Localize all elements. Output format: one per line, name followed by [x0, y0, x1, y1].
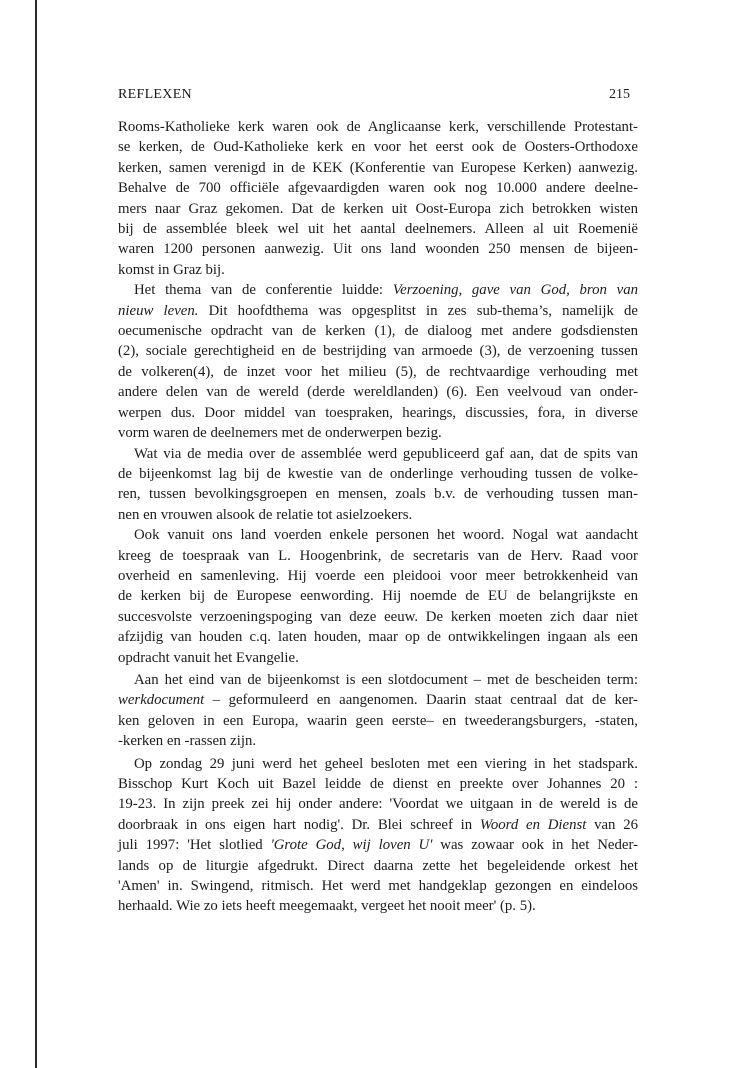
- text-segment: waren 1200 personen aanwezig. Uit ons land woonden 250 mensen de bijeen-: [118, 241, 638, 258]
- text-segment: Bisschop Kurt Koch uit Bazel leidde de dienst en preekte over Johannes 20 :: [118, 776, 638, 792]
- paragraph: [118, 444, 638, 526]
- text-line: [118, 627, 638, 647]
- italic-phrase: Woord en Dienst: [479, 816, 587, 833]
- text-line: [118, 815, 638, 835]
- text-segment: kreeg de toespraak van L. Hoogenbrink, de secretaris van de Herv. Raad voor: [118, 547, 638, 564]
- italic-phrase: nieuw leven.: [118, 302, 199, 319]
- text-line: [118, 199, 638, 219]
- text-line: [118, 835, 638, 855]
- page-binding-edge: [35, 0, 37, 1068]
- text-line: [118, 444, 638, 464]
- text-segment: oecumenische opdracht van de kerken (1), de dialoog met andere godsdiensten: [118, 323, 638, 340]
- italic-phrase: werkdocument: [118, 692, 205, 709]
- text-segment: kerken, samen verenigd in de KEK (Konferentie van Europese Kerken) aanwezig.: [118, 159, 638, 176]
- text-line: [118, 731, 638, 751]
- text-segment: bij de assemblée bleek wel uit het aantal deelnemers. Alleen al uit Roemenië: [118, 221, 638, 238]
- paragraph: [118, 280, 638, 443]
- text-line: [118, 362, 638, 382]
- text-segment: – geformuleerd en aangenomen. Daarin staat centraal dat de ker-: [204, 692, 638, 709]
- text-segment: Het thema van de conferentie luidde:: [134, 282, 393, 299]
- section-title: REFLEXEN: [118, 87, 192, 102]
- text-line: [118, 505, 638, 525]
- text-segment: overheid en samenleving. Hij voerde een pleidooi voor meer betrokkenheid van: [118, 567, 638, 584]
- text-line: [118, 239, 638, 259]
- text-segment: andere delen van de wereld (derde wereldlanden) (6). Een veelvoud van onder-: [118, 384, 638, 401]
- text-line: [118, 794, 638, 814]
- italic-phrase: 'Grote God, wij loven U': [270, 837, 433, 854]
- text-segment: opdracht vanuit het Evangelie.: [118, 649, 299, 666]
- text-segment: succesvolste verzoeningspoging van deze eeuw. De kerken moeten zich daar niet: [118, 608, 638, 625]
- text-segment: Rooms-Katholieke kerk waren ook de Anglicaanse kerk, verschillende Protestant-: [118, 119, 638, 135]
- text-segment: Op zondag 29 juni werd het geheel besloten met een viering in het stadspark.: [134, 755, 638, 772]
- text-line: [118, 219, 638, 239]
- text-segment: nen en vrouwen alsook de relatie tot asielzoekers.: [118, 506, 413, 523]
- text-line: [118, 464, 638, 484]
- text-segment: herhaald. Wie zo iets heeft meegemaakt, vergeet het nooit meer' (p. 5).: [118, 898, 536, 915]
- text-line: [118, 754, 638, 774]
- text-line: [118, 670, 638, 690]
- text-segment: 'Amen' in. Swingend, ritmisch. Het werd met handgeklap gezongen en eindeloos: [118, 878, 638, 895]
- text-line: [118, 774, 638, 794]
- paragraph: [118, 670, 638, 752]
- text-line: [118, 382, 638, 402]
- text-segment: se kerken, de Oud-Katholieke kerk en voor het eerst ook de Oosters-Orthodoxe: [118, 139, 638, 156]
- italic-phrase: Verzoening, gave van God, bron van: [392, 282, 638, 299]
- text-line: [118, 711, 638, 731]
- text-line: [118, 341, 638, 361]
- text-segment: ken geloven in een Europa, waarin geen eerste– en tweederangsburgers, -staten,: [118, 712, 638, 729]
- text-line: [118, 876, 638, 896]
- text-line: [118, 856, 638, 876]
- body-text: [118, 117, 638, 917]
- text-segment: doorbraak in ons eigen hart nodig'. Dr. Blei schreef in: [118, 816, 480, 833]
- text-segment: de volkeren(4), de inzet voor het milieu (5), de rechtvaardige verhouding met: [118, 363, 638, 380]
- text-line: [118, 301, 638, 321]
- paragraph: [118, 754, 638, 917]
- text-line: [118, 137, 638, 157]
- text-line: [118, 690, 638, 710]
- text-line: [118, 546, 638, 566]
- text-segment: was zowaar ook in het Neder-: [432, 837, 639, 854]
- text-segment: -kerken en -rassen zijn.: [118, 733, 257, 750]
- text-line: [118, 423, 638, 443]
- text-segment: Dit hoofdthema was opgesplitst in zes sub-thema’s, namelijk de: [198, 302, 639, 319]
- text-line: [118, 648, 638, 668]
- text-segment: de kerken bij de Europese eenwording. Hij noemde de EU de belangrijkste en: [118, 588, 638, 605]
- text-segment: Wat via de media over de assemblée werd gepubliceerd gaf aan, dat de spits van: [134, 445, 638, 462]
- text-line: [118, 525, 638, 545]
- text-segment: ren, tussen bevolkingsgroepen en mensen, zoals b.v. de verhouding tussen man-: [118, 486, 638, 503]
- text-segment: 19-23. In zijn preek zei hij onder andere: 'Voordat we uitgaan in de wereld is de: [118, 796, 638, 813]
- page-number: 215: [609, 87, 630, 102]
- text-line: [118, 403, 638, 423]
- text-line: [118, 158, 638, 178]
- text-segment: komst in Graz bij.: [118, 261, 225, 278]
- text-segment: lands op de liturgie afgedrukt. Direct daarna zette het begeleidende orkest het: [118, 857, 638, 874]
- text-line: [118, 178, 638, 198]
- text-line: [118, 586, 638, 606]
- text-line: [118, 260, 638, 280]
- text-segment: werpen dus. Door middel van toespraken, hearings, discussies, fora, in diverse: [118, 404, 638, 421]
- text-segment: Aan het eind van de bijeenkomst is een slotdocument – met de bescheiden term:: [134, 671, 638, 688]
- text-line: [118, 280, 638, 300]
- text-line: [118, 896, 638, 916]
- text-line: [118, 117, 638, 137]
- text-segment: juli 1997: 'Het slotlied: [118, 837, 271, 854]
- paragraph: [118, 117, 638, 280]
- text-segment: (2), sociale gerechtigheid en de bestrijding van armoede (3), de verzoening tussen: [118, 343, 638, 360]
- text-segment: mers naar Graz gekomen. Dat de kerken uit Oost-Europa zich betrokken wisten: [118, 200, 638, 217]
- text-segment: Behalve de 700 officiële afgevaardigden waren ook nog 10.000 andere deelne-: [118, 180, 638, 197]
- text-segment: afzijdig van houden c.q. laten houden, maar op de ontwikkelingen ingaan als een: [118, 629, 638, 646]
- text-segment: van 26: [586, 816, 638, 833]
- text-line: [118, 566, 638, 586]
- text-line: [118, 321, 638, 341]
- text-segment: de bijeenkomst lag bij de kwestie van de onderlinge verhouding tussen de volke-: [118, 465, 638, 482]
- text-line: [118, 607, 638, 627]
- paragraph: [118, 525, 638, 668]
- text-line: [118, 484, 638, 504]
- text-segment: Ook vanuit ons land voerden enkele personen het woord. Nogal wat aandacht: [134, 527, 638, 544]
- text-segment: vorm waren de deelnemers met de onderwerpen bezig.: [118, 425, 442, 442]
